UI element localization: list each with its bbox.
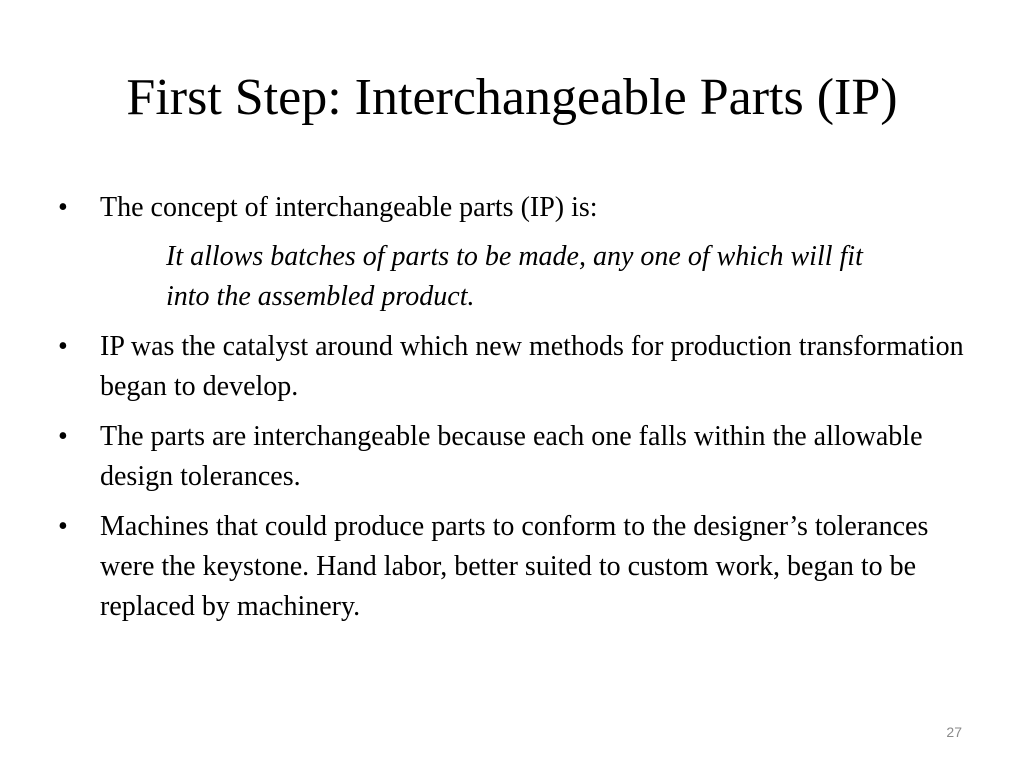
bullet-icon: • [58,192,68,223]
bullet-icon: • [58,511,68,542]
bullet-item [54,417,974,497]
page-number: 27 [946,724,962,740]
slide-title: First Step: Interchangeable Parts (IP) [126,69,898,126]
bullet-text: The concept of interchangeable parts (IP) is: [100,192,598,223]
bullet-item [54,507,974,627]
bullet-text: IP was the catalyst around which new methods for production transformation began to develop. [100,331,964,402]
bullet-icon: • [58,421,68,452]
bullet-icon: • [58,331,68,362]
bullet-item [54,327,974,407]
bullet-text: Machines that could produce parts to conform to the designer’s tolerances were the keystone. Hand labor, better suited to custom work, began to be replaced by machinery. [100,511,929,622]
bullet-list [54,188,974,637]
bullet-item [54,188,974,228]
bullet-text: The parts are interchangeable because each one falls within the allowable design tolerances. [100,421,923,492]
definition-quote: It allows batches of parts to be made, any one of which will fit into the assembled product. [166,241,863,312]
